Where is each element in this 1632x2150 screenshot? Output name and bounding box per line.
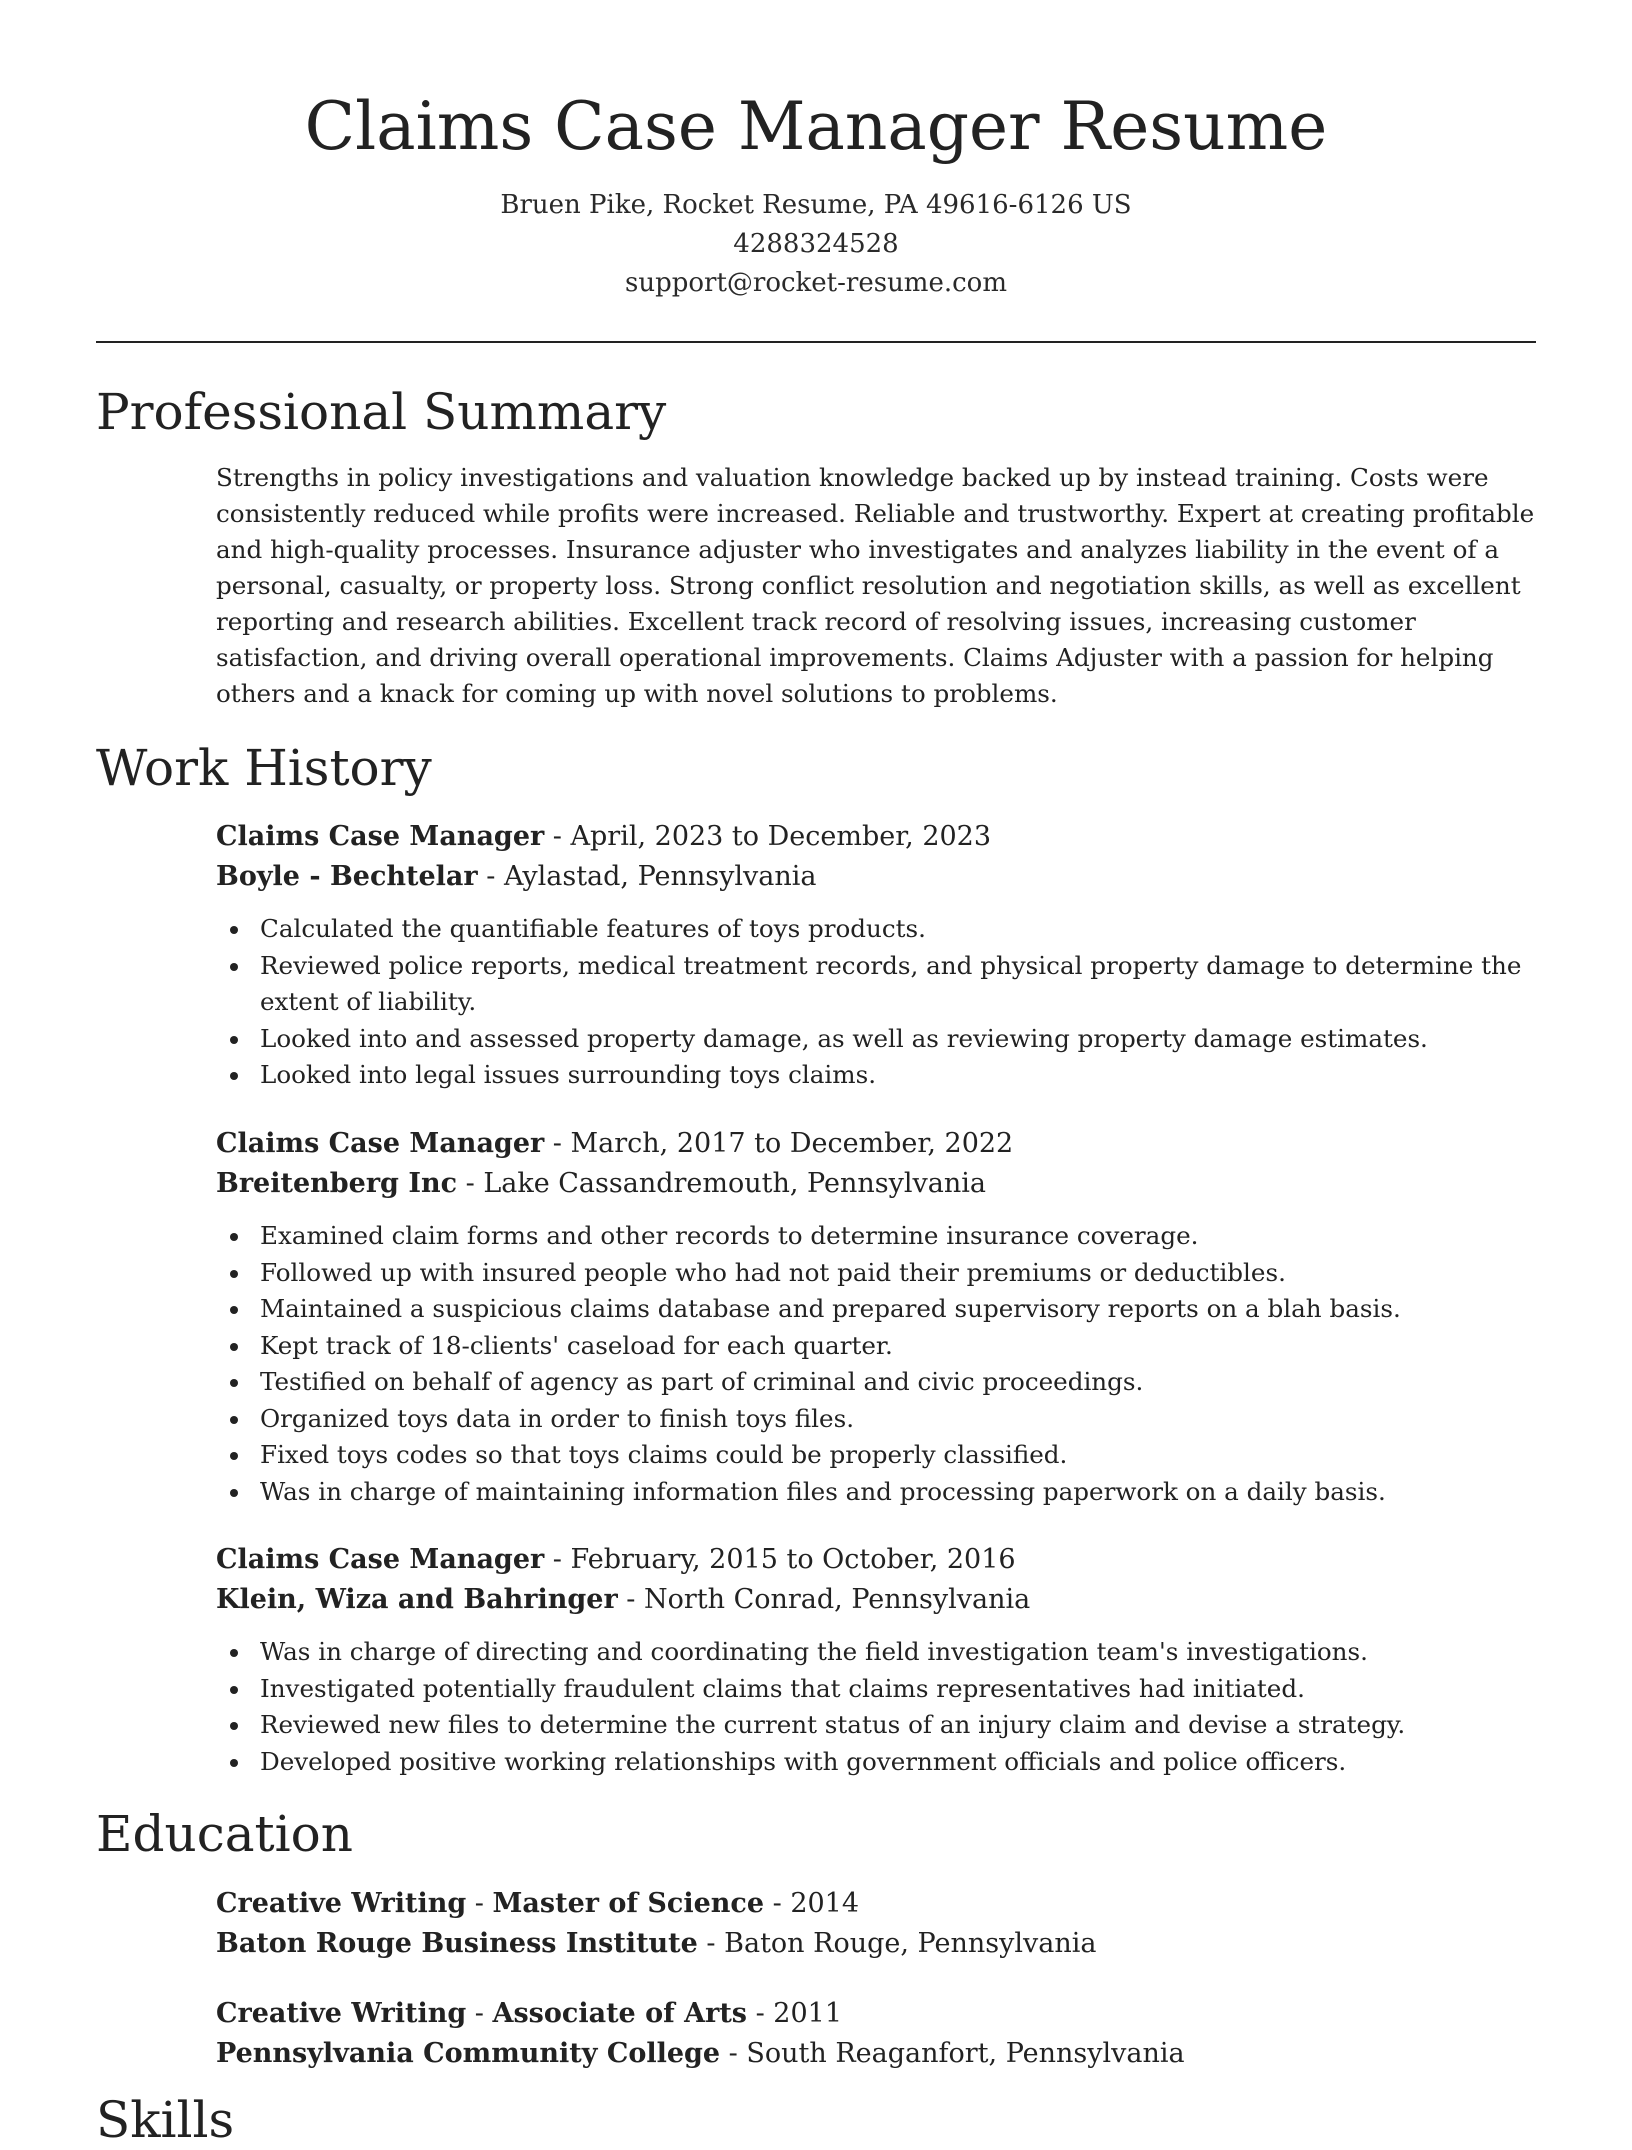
- job-entry: [216, 817, 1542, 1094]
- list-item: [260, 1474, 1542, 1511]
- separator: -: [477, 861, 504, 892]
- skills-heading: Skills: [96, 2091, 235, 2149]
- separator: -: [466, 1998, 493, 2029]
- bullet-dot: [230, 1452, 238, 1460]
- education-degree: Associate of Arts: [492, 1998, 747, 2029]
- job-company: Breitenberg Inc: [216, 1168, 458, 1199]
- education-location: South Reaganfort, Pennsylvania: [746, 2038, 1185, 2069]
- separator: -: [697, 1928, 725, 1959]
- separator: -: [544, 1544, 571, 1575]
- job-location: Lake Cassandremouth, Pennsylvania: [483, 1168, 986, 1199]
- job-title: Claims Case Manager: [216, 1128, 545, 1159]
- job-location: Aylastad, Pennsylvania: [503, 861, 817, 892]
- separator: -: [617, 1584, 644, 1615]
- degree-line: [216, 1884, 1542, 1924]
- bullet-text: Testified on behalf of agency as part of criminal and civic proceedings.: [260, 1367, 1144, 1396]
- separator: -: [544, 1128, 571, 1159]
- job-dates: March, 2017 to December, 2022: [570, 1128, 1014, 1159]
- education-field: Creative Writing: [216, 1888, 467, 1919]
- bullet-dot: [230, 1759, 238, 1767]
- bullet-dot: [230, 926, 238, 934]
- job-location: North Conrad, Pennsylvania: [643, 1584, 1031, 1615]
- education-year: 2011: [773, 1998, 843, 2029]
- separator: -: [764, 1888, 791, 1919]
- separator: -: [544, 821, 571, 852]
- contact-block: [0, 186, 1632, 303]
- list-item: [260, 1218, 1542, 1255]
- bullet-text: Examined claim forms and other records to determine insurance coverage.: [260, 1221, 1199, 1250]
- bullet-text: Reviewed police reports, medical treatment records, and physical property damage to determine the extent of liability.: [260, 950, 1522, 1016]
- list-item: [260, 1291, 1542, 1328]
- school-line: [216, 2034, 1542, 2074]
- job-title: Claims Case Manager: [216, 1544, 545, 1575]
- bullet-text: Kept track of 18-clients' caseload for each quarter.: [260, 1330, 893, 1360]
- bullet-dot: [230, 1649, 238, 1657]
- contact-phone: 4288324528: [733, 229, 899, 259]
- bullet-dot: [230, 1722, 238, 1730]
- list-item: [260, 1401, 1542, 1438]
- separator: -: [720, 2038, 747, 2069]
- list-item: [260, 1707, 1542, 1744]
- list-item: [260, 1671, 1542, 1708]
- bullet-text: Calculated the quantifiable features of toys products.: [260, 914, 926, 943]
- education-degree: Master of Science: [492, 1888, 765, 1919]
- bullet-dot: [230, 1306, 238, 1314]
- job-company-line: [216, 857, 1542, 897]
- separator: -: [747, 1998, 774, 2029]
- school-line: [216, 1924, 1542, 1964]
- bullet-dot: [230, 1343, 238, 1351]
- job-dates: February, 2015 to October, 2016: [570, 1544, 1016, 1575]
- job-title-line: [216, 1124, 1542, 1164]
- bullet-dot: [230, 1416, 238, 1424]
- job-bullets: [216, 1634, 1542, 1780]
- contact-email: support@rocket-resume.com: [624, 268, 1007, 298]
- separator: -: [466, 1888, 493, 1919]
- resume-title: Claims Case Manager Resume: [304, 88, 1328, 165]
- education-school: Pennsylvania Community College: [216, 2038, 721, 2069]
- contact-address: Bruen Pike, Rocket Resume, PA 49616-6126 US: [500, 190, 1132, 220]
- education-location: Baton Rouge, Pennsylvania: [724, 1928, 1097, 1959]
- bullet-text: Was in charge of maintaining information files and processing paperwork on a daily basis.: [260, 1476, 1386, 1506]
- bullet-dot: [230, 1686, 238, 1694]
- bullet-text: Looked into and assessed property damage, as well as reviewing property damage estimates.: [260, 1023, 1428, 1053]
- list-item: [260, 948, 1542, 1021]
- job-company: Boyle - Bechtelar: [216, 861, 478, 892]
- degree-line: [216, 1994, 1542, 2034]
- bullet-text: Organized toys data in order to finish toys files.: [260, 1403, 855, 1433]
- job-bullets: [216, 1218, 1542, 1510]
- job-entry: [216, 1124, 1542, 1510]
- bullet-text: Followed up with insured people who had not paid their premiums or deductibles.: [260, 1257, 1286, 1287]
- education-entry: [216, 1994, 1542, 2074]
- separator: -: [457, 1168, 484, 1199]
- education-year: 2014: [790, 1888, 860, 1919]
- work-history-heading: Work History: [96, 739, 432, 797]
- header-divider: [96, 341, 1536, 343]
- education-school: Baton Rouge Business Institute: [216, 1928, 698, 1959]
- job-company-line: [216, 1580, 1542, 1620]
- bullet-text: Reviewed new files to determine the current status of an injury claim and devise a strategy.: [260, 1710, 1406, 1739]
- bullet-dot: [230, 1233, 238, 1241]
- education-heading: Education: [96, 1805, 353, 1863]
- list-item: [260, 1021, 1542, 1058]
- bullet-dot: [230, 1072, 238, 1080]
- summary-heading: Professional Summary: [96, 383, 667, 441]
- bullet-dot: [230, 1489, 238, 1497]
- list-item: [260, 1255, 1542, 1292]
- job-entry: [216, 1540, 1542, 1780]
- education-field: Creative Writing: [216, 1998, 467, 2029]
- job-company: Klein, Wiza and Bahringer: [216, 1584, 618, 1615]
- job-bullets: [216, 911, 1542, 1094]
- bullet-text: Maintained a suspicious claims database and prepared supervisory reports on a blah basis.: [260, 1294, 1401, 1323]
- list-item: [260, 1744, 1542, 1781]
- job-company-line: [216, 1164, 1542, 1204]
- job-title-line: [216, 1540, 1542, 1580]
- job-title: Claims Case Manager: [216, 821, 545, 852]
- job-dates: April, 2023 to December, 2023: [570, 821, 992, 852]
- bullet-text: Investigated potentially fraudulent claims that claims representatives had initiated.: [260, 1673, 1305, 1703]
- bullet-dot: [230, 1036, 238, 1044]
- list-item: [260, 1437, 1542, 1474]
- list-item: [260, 1328, 1542, 1365]
- list-item: [260, 911, 1542, 948]
- resume-header: [0, 82, 1632, 303]
- bullet-text: Was in charge of directing and coordinating the field investigation team's investigations.: [260, 1637, 1368, 1666]
- summary-text: Strengths in policy investigations and valuation knowledge backed up by instead training. Costs were consistently reduced while profits were increased. Reliable and trustworthy. Expert at creating profitable and high-quality processes. Insurance adjuster who investigates and analyzes liability in the event of a personal, casualty, or property loss. Strong conflict resolution and negotiation skills, as well as excellent reporting and research abilities. Excellent track record of resolving issues, increasing customer satisfaction, and driving overall operational improvements. Claims Adjuster with a passion for helping others and a knack for coming up with novel solutions to problems.: [216, 463, 1535, 708]
- bullet-dot: [230, 963, 238, 971]
- bullet-text: Developed positive working relationships with government officials and police officers.: [260, 1746, 1347, 1776]
- bullet-dot: [230, 1270, 238, 1278]
- list-item: [260, 1364, 1542, 1401]
- list-item: [260, 1634, 1542, 1671]
- bullet-text: Looked into legal issues surrounding toys claims.: [260, 1060, 877, 1089]
- list-item: [260, 1057, 1542, 1094]
- bullet-dot: [230, 1379, 238, 1387]
- bullet-text: Fixed toys codes so that toys claims could be properly classified.: [260, 1440, 1068, 1469]
- education-entry: [216, 1884, 1542, 1964]
- job-title-line: [216, 817, 1542, 857]
